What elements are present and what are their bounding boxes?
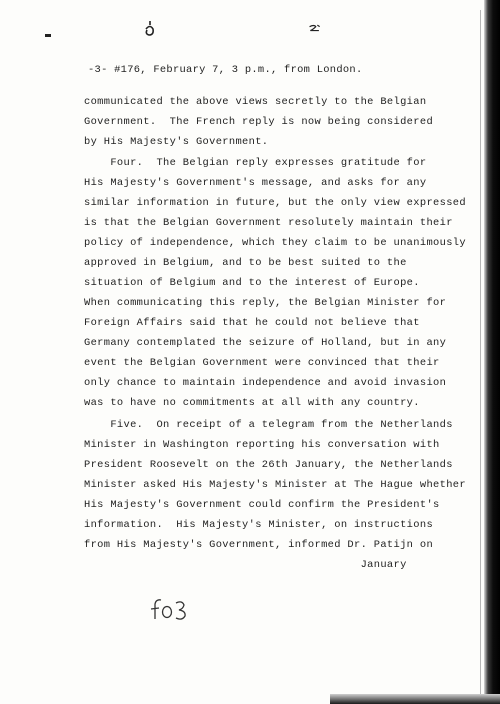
scan-edge-right <box>484 0 500 704</box>
text-line: Germany contemplated the seizure of Holland, but in any <box>84 337 447 349</box>
text-line: event the Belgian Government were convinced that their <box>84 357 440 369</box>
text-line: Foreign Affairs said that he could not believe that <box>84 317 420 329</box>
pen-mark-left <box>143 20 157 38</box>
text-line: Minister asked His Majesty's Minister at The Hague whether <box>84 479 466 491</box>
text-line: similar information in future, but the only view expressed <box>84 197 466 209</box>
text-line: approved in Belgium, and to be best suited to the <box>84 257 407 269</box>
text-line: January <box>84 559 407 571</box>
pen-mark-right <box>308 20 322 38</box>
text-line: is that the Belgian Government resolutely maintain their <box>84 217 453 229</box>
text-line: Government. The French reply is now being considered <box>84 116 434 128</box>
text-line: policy of independence, which they claim to be unanimously <box>84 237 466 249</box>
document-header: -3- #176, February 7, 3 p.m., from London. <box>88 64 363 76</box>
text-line: from His Majesty's Government, informed Dr. Patijn on <box>84 539 434 551</box>
text-line: information. His Majesty's Minister, on instructions <box>84 519 434 531</box>
text-line: was to have no commitments at all with any country. <box>84 397 420 409</box>
text-line: Four. The Belgian reply expresses gratitude for <box>84 157 427 169</box>
text-line: by His Majesty's Government. <box>84 136 269 148</box>
text-line: His Majesty's Government's message, and asks for any <box>84 177 427 189</box>
scan-edge-line <box>480 10 481 700</box>
margin-mark <box>45 34 51 37</box>
text-line: situation of Belgium and to the interest of Europe. <box>84 277 420 289</box>
text-line: President Roosevelt on the 26th January, the Netherlands <box>84 459 453 471</box>
text-line: Five. On receipt of a telegram from the Netherlands <box>84 419 453 431</box>
handwritten-page-number <box>148 597 192 621</box>
text-line: Minister in Washington reporting his conversation with <box>84 439 440 451</box>
text-line: When communicating this reply, the Belgian Minister for <box>84 297 447 309</box>
scan-edge-bottom <box>330 694 500 704</box>
text-line: only chance to maintain independence and avoid invasion <box>84 377 447 389</box>
text-line: communicated the above views secretly to the Belgian <box>84 96 427 108</box>
text-line: His Majesty's Government could confirm the President's <box>84 499 440 511</box>
